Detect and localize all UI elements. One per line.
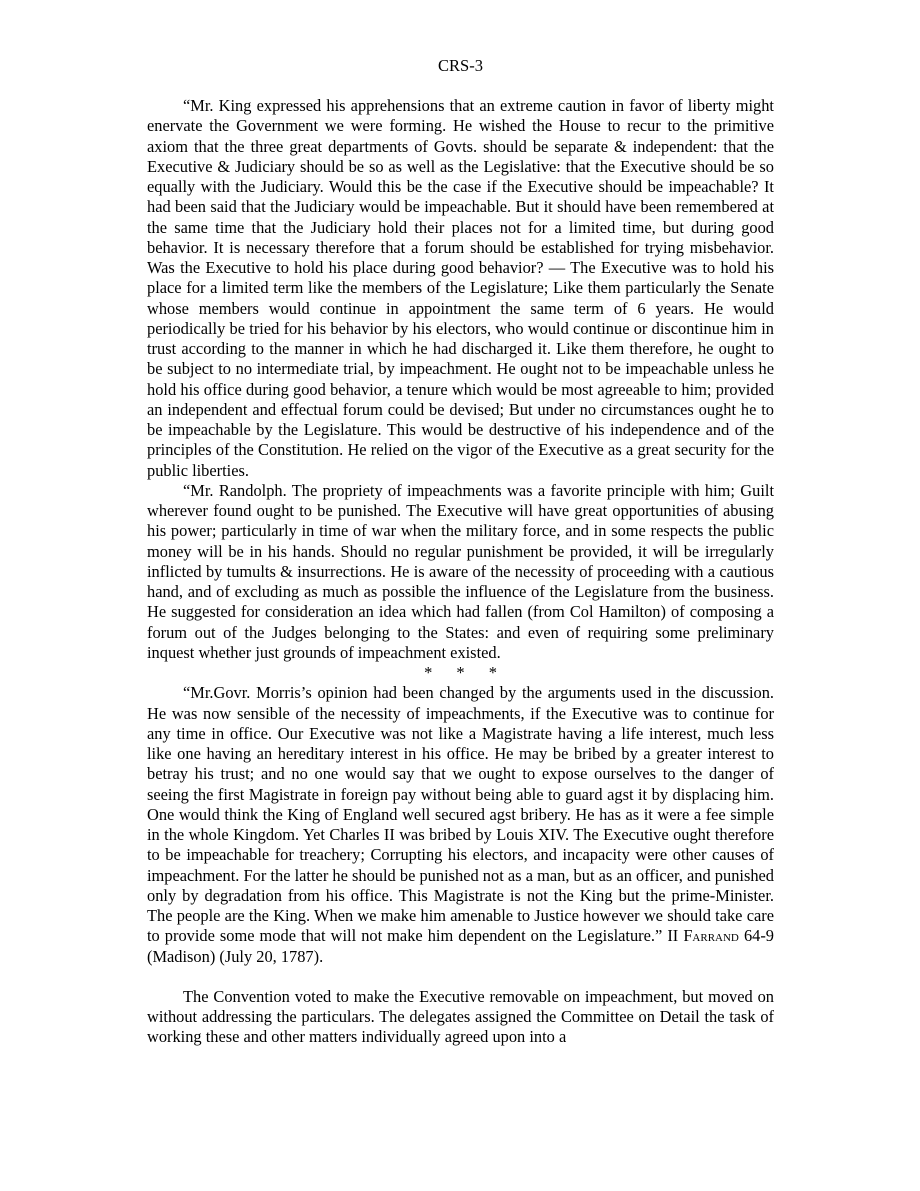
quote-king-paragraph: “Mr. King expressed his apprehensions that an extreme caution in favor of liberty might enervate the Government we were forming. He wished the House to recur to the primitive axiom that the three great departments of Govts. should be separate & independent: that the Executive & Judiciary should be so as well as the Legislative: that the Executive should be so equally with the Judiciary. Would this be the case if the Executive should be impeachable? It had been said that the Judiciary would be impeachable. But it should have been remembered at the same time that the Judiciary hold their places not for a limited time, but during good behavior. It is necessary therefore that a forum should be established for trying misbehavior. Was the Executive to hold his place during good behavior? — The Executive was to hold his place for a limited term like the members of the Legislature; Like them particularly the Senate whose members would continue in appointment the same term of 6 years. He would periodically be tried for his behavior by his electors, who would continue or discontinue him in trust according to the manner in which he had discharged it. Like them therefore, he ought to be subject to no intermediate trial, by impeachment. He ought not to be impeachable unless he hold his office during good behavior, a tenure which would be most agreeable to him; provided an independent and effectual forum could be devised; But under no circumstances ought he to be impeachable by the Legislature. This would be destructive of his independence and of the principles of the Constitution. He relied on the vigor of the Executive as a great security for the public liberties.: [147, 96, 774, 480]
closing-paragraph: The Convention voted to make the Executive removable on impeachment, but moved on without addressing the particulars. The delegates assigned the Committee on Detail the task of working these and other matters individually agreed upon into a: [147, 986, 774, 1047]
paragraph-gap: [147, 967, 774, 987]
section-separator: * * *: [424, 663, 497, 682]
document-page: [147, 0, 774, 1048]
citation-volume: II: [662, 926, 684, 946]
page-header: CRS-3: [438, 56, 483, 75]
quote-randolph-paragraph: “Mr. Randolph. The propriety of impeachments was a favorite principle with him; Guilt wherever found ought to be punished. The Executive will have great opportunities of abusing his power; particularly in time of war when the military force, and in some respects the public money will be in his hands. Should no regular punishment be provided, it will be irregularly inflicted by tumults & insurrections. He is aware of the necessity of proceeding with a cautious hand, and of excluding as much as possible the influence of the Legislature from the business. He suggested for consideration an idea which had fallen (from Col Hamilton) of composing a forum out of the Judges belonging to the States: and even of requiring some preliminary inquest whether just grounds of impeachment existed.: [147, 480, 774, 662]
quote-morris-text: “Mr.Govr. Morris’s opinion had been changed by the arguments used in the discussion. He was now sensible of the necessity of impeachments, if the Executive was to continue for any time in office. Our Executive was not like a Magistrate having a life interest, much less like one having an hereditary interest in his office. He may be bribed by a greater interest to betray his trust; and no one would say that we ought to expose ourselves to the danger of seeing the first Magistrate in foreign pay without being able to guard agst it by displacing him. One would think the King of England well secured agst bribery. He has as it were a fee simple in the whole Kingdom. Yet Charles II was bribed by Louis XIV. The Executive ought therefore to be impeachable for treachery; Corrupting his electors, and incapacity were other causes of impeachment. For the latter he should be punished not as a man, but as an officer, and punished only by degradation from his office. This Magistrate is not the King but the prime-Minister. The people are the King. When we make him amenable to Justice however we should take care to provide some mode that will not make him dependent on the Legislature.”: [147, 683, 774, 946]
quote-morris-paragraph: [147, 683, 774, 967]
citation-pages: 64-9 (Madison) (July 20, 1787).: [147, 926, 774, 966]
citation-source: Farrand: [683, 926, 739, 946]
